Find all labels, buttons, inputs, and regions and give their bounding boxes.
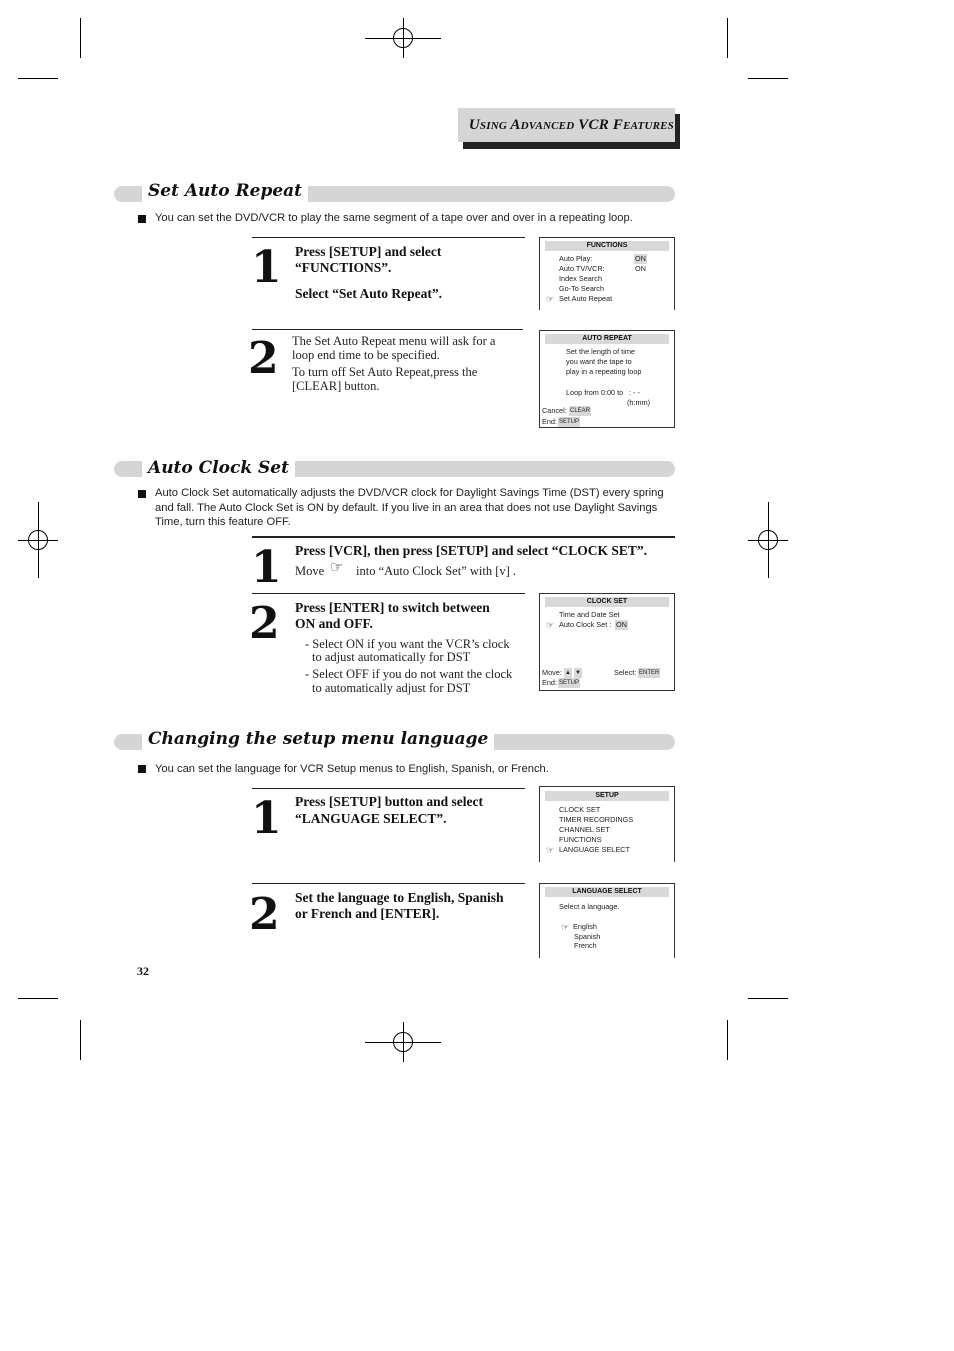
step-text: into “Auto Clock Set” with [v] . — [356, 564, 517, 578]
menu-item: CHANNEL SET — [559, 825, 610, 834]
menu-item: Auto Clock Set : — [559, 620, 612, 629]
page-number: 32 — [137, 964, 149, 978]
setup-key: SETUP — [559, 419, 580, 425]
step-text: or French and [ENTER]. — [295, 906, 440, 921]
step-text: “FUNCTIONS”. — [295, 260, 392, 275]
step-rule — [252, 237, 525, 238]
step-number: 1 — [251, 542, 282, 593]
square-bullet-icon — [138, 215, 146, 223]
step-text: Press [SETUP] and select — [295, 244, 442, 259]
step-text: - Select ON if you want the VCR’s clock — [305, 637, 510, 651]
step-text: to automatically adjust for DST — [312, 681, 471, 695]
down-arrow-icon: ▼ — [575, 670, 581, 676]
pointing-hand-icon: ☞ — [546, 294, 555, 304]
auto-repeat-screen — [539, 330, 675, 428]
step-rule — [252, 883, 525, 884]
crop-mark — [748, 78, 788, 79]
step-rule — [252, 536, 675, 538]
menu-item: Auto Play: — [559, 254, 593, 263]
step-rule — [252, 329, 523, 330]
step-text: loop end time to be specified. — [292, 348, 440, 362]
step-text: “LANGUAGE SELECT”. — [295, 811, 447, 826]
crop-mark — [727, 1020, 728, 1060]
registration-circle — [28, 530, 48, 550]
language-option: English — [573, 922, 597, 931]
step-text: Move — [295, 564, 325, 578]
screen-text: Set the length of time — [566, 347, 635, 356]
registration-circle — [758, 530, 778, 550]
functions-menu-screen — [539, 237, 675, 310]
screen-text: Loop from 0:00 to — [566, 388, 624, 397]
step-text: [CLEAR] button. — [292, 379, 380, 393]
crop-mark — [727, 18, 728, 58]
crop-mark — [80, 1020, 81, 1060]
square-bullet-icon — [138, 765, 146, 773]
crop-mark — [18, 998, 58, 999]
screen-title: SETUP — [545, 791, 669, 801]
pointing-hand-icon: ☞ — [561, 922, 570, 932]
screen-text: : - - — [629, 388, 640, 397]
intro-text: You can set the DVD/VCR to play the same segment of a tape over and over in a repeating loop. — [155, 212, 633, 224]
intro-text: Time, turn this feature OFF. — [155, 516, 291, 528]
screen-text: play in a repeating loop — [566, 367, 642, 376]
menu-item: Auto TV/VCR: — [559, 264, 605, 273]
intro-text: Auto Clock Set automatically adjusts the DVD/VCR clock for Daylight Savings Time (DST) every spring — [155, 487, 664, 499]
menu-value: ON — [635, 254, 646, 263]
menu-item: FUNCTIONS — [559, 835, 602, 844]
step-text: Press [ENTER] to switch between — [295, 600, 490, 615]
menu-item: LANGUAGE SELECT — [559, 845, 630, 854]
intro-text: and fall. The Auto Clock Set is ON by default. If you live in an area that does not use Daylight Savings — [155, 502, 658, 514]
pointing-hand-icon: ☞ — [546, 845, 555, 855]
language-option: Spanish — [574, 932, 601, 941]
screen-text: Select a language. — [559, 902, 620, 911]
step-text: To turn off Set Auto Repeat,press the — [292, 365, 478, 379]
step-number: 2 — [248, 333, 279, 384]
setup-key: SETUP — [559, 680, 580, 686]
step-text: Press [SETUP] button and select — [295, 794, 484, 809]
screen-text: Cancel: — [542, 406, 567, 415]
section-title-auto-repeat: Set Auto Repeat — [142, 180, 308, 202]
language-select-screen — [539, 883, 675, 958]
step-text: to adjust automatically for DST — [312, 650, 471, 664]
step-rule — [252, 788, 525, 789]
menu-value: ON — [616, 620, 627, 629]
step-rule — [252, 593, 525, 594]
step-text: - Select OFF if you do not want the clock — [305, 667, 513, 681]
intro-text: You can set the language for VCR Setup menus to English, Spanish, or French. — [155, 763, 549, 775]
menu-item: Index Search — [559, 274, 602, 283]
enter-key: ENTER — [639, 670, 660, 676]
section-title-auto-clock: Auto Clock Set — [142, 457, 295, 479]
clock-set-screen — [539, 593, 675, 691]
step-text: ON and OFF. — [295, 616, 373, 631]
screen-title: CLOCK SET — [545, 597, 669, 607]
menu-item: Go-To Search — [559, 284, 605, 293]
menu-item: Time and Date Set — [559, 610, 620, 619]
screen-text: Select: — [614, 668, 637, 677]
screen-text: End: — [542, 417, 558, 426]
screen-title: AUTO REPEAT — [545, 334, 669, 344]
step-text: Select “Set Auto Repeat”. — [295, 286, 442, 301]
step-number: 1 — [251, 793, 282, 844]
section-title-language: Changing the setup menu language — [142, 728, 494, 750]
up-arrow-icon: ▲ — [565, 670, 571, 676]
step-number: 2 — [249, 889, 280, 940]
menu-item: Set Auto Repeat — [559, 294, 613, 303]
menu-value: ON — [635, 264, 646, 273]
screen-text: End: — [542, 678, 558, 687]
setup-menu-screen — [539, 786, 675, 862]
screen-title: LANGUAGE SELECT — [545, 887, 669, 897]
clear-key: CLEAR — [570, 408, 591, 414]
crop-mark — [748, 998, 788, 999]
registration-circle — [393, 1032, 413, 1052]
step-text: The Set Auto Repeat menu will ask for a — [292, 334, 496, 348]
menu-item: TIMER RECORDINGS — [559, 815, 634, 824]
screen-text: you want the tape to — [566, 357, 632, 366]
step-text: Set the language to English, Spanish — [295, 890, 504, 905]
screen-text: (h:mm) — [627, 398, 651, 407]
crop-mark — [80, 18, 81, 58]
crop-mark — [18, 78, 58, 79]
step-number: 2 — [249, 598, 280, 649]
menu-item: CLOCK SET — [559, 805, 601, 814]
header-tab — [458, 108, 675, 142]
registration-circle — [393, 28, 413, 48]
language-option: French — [574, 941, 597, 950]
square-bullet-icon — [138, 490, 146, 498]
screen-text: Move: — [542, 668, 562, 677]
pointing-hand-icon: ☞ — [546, 620, 555, 630]
step-number: 1 — [251, 242, 282, 293]
pointing-hand-icon: ☞ — [330, 560, 344, 576]
header-title: Using Advanced VCR Features — [468, 116, 674, 133]
screen-title: FUNCTIONS — [545, 241, 669, 251]
step-text: Press [VCR], then press [SETUP] and select “CLOCK SET”. — [295, 543, 648, 558]
